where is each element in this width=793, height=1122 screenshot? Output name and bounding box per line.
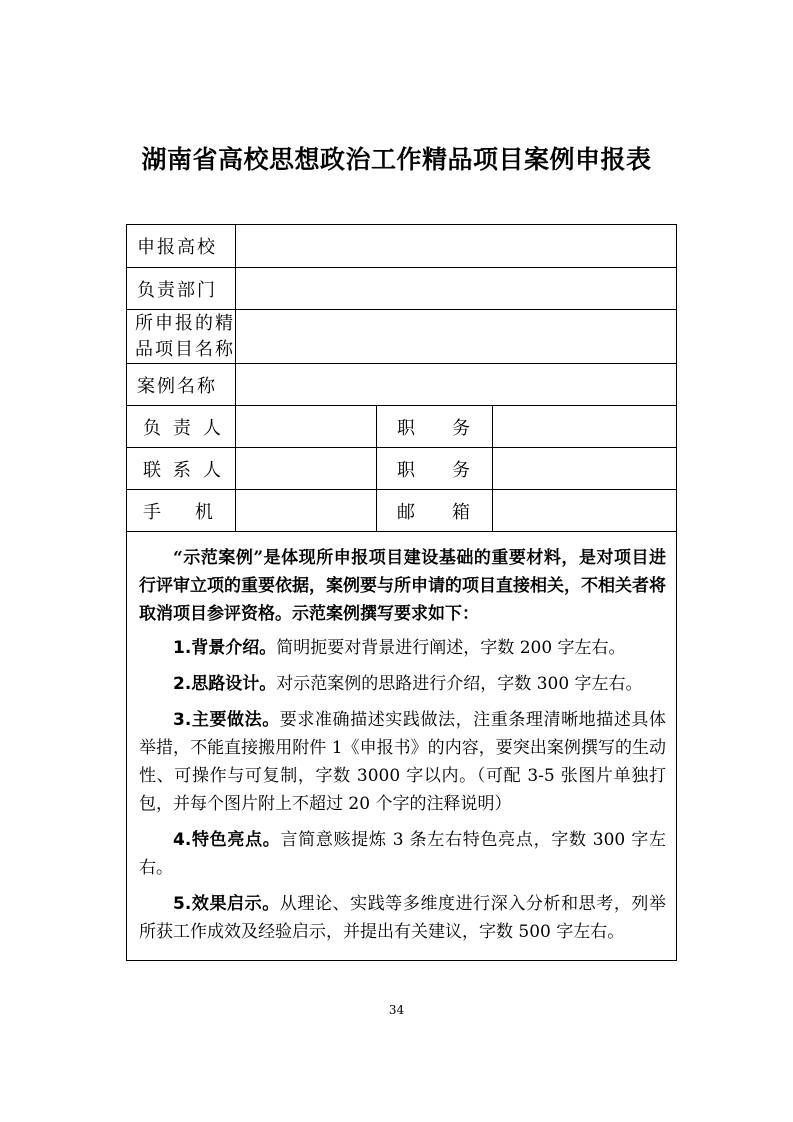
position-char: 职 bbox=[397, 417, 415, 439]
project-name-field[interactable] bbox=[236, 310, 677, 364]
row-contact bbox=[127, 448, 677, 490]
item-text: 言简意赅提炼 3 条左右特色亮点，字数 300 字左右。 bbox=[139, 830, 667, 878]
leader-position-field[interactable] bbox=[493, 406, 677, 448]
leader-label bbox=[127, 406, 236, 448]
contact-position-field[interactable] bbox=[493, 448, 677, 490]
page-title: 湖南省高校思想政治工作精品项目案例申报表 bbox=[141, 145, 652, 174]
position-label bbox=[377, 448, 493, 490]
instruction-item bbox=[139, 826, 666, 882]
email-char: 邮 bbox=[397, 501, 415, 523]
item-text: 要求准确描述实践做法，注重条理清晰地描述具体举措，不能直接搬用附件 1《申报书》的内容，要突出案例撰写的生动性、可操作与可复制，字数 3000 字以内。（可配 3-5 张图片单独打包，并每个图片附上不超过 20 个字的注释说明） bbox=[139, 710, 667, 814]
item-head: 4.特色亮点。 bbox=[173, 830, 281, 850]
contact-char: 人 bbox=[203, 459, 221, 481]
university-label: 申报高校 bbox=[127, 225, 236, 268]
department-field[interactable] bbox=[236, 268, 677, 310]
department-label: 负责部门 bbox=[127, 268, 236, 310]
application-form-table bbox=[126, 224, 677, 961]
row-case bbox=[127, 364, 677, 406]
row-instructions bbox=[127, 532, 677, 961]
page-number: 34 bbox=[388, 1003, 405, 1017]
leader-char: 负 bbox=[143, 417, 161, 439]
leader-field[interactable] bbox=[236, 406, 377, 448]
project-label-line2: 品项目名称 bbox=[135, 338, 235, 360]
email-label bbox=[377, 490, 493, 532]
case-name-label: 案例名称 bbox=[127, 364, 236, 406]
position-char: 务 bbox=[452, 417, 470, 439]
instruction-item bbox=[139, 670, 666, 698]
row-project bbox=[127, 310, 677, 364]
university-field[interactable] bbox=[236, 225, 677, 268]
item-text: 对示范案例的思路进行介绍，字数 300 字左右。 bbox=[276, 674, 643, 694]
row-university bbox=[127, 225, 677, 268]
item-head: 2.思路设计。 bbox=[173, 674, 277, 694]
position-char: 职 bbox=[397, 459, 415, 481]
contact-char: 联 bbox=[143, 459, 161, 481]
phone-field[interactable] bbox=[236, 490, 377, 532]
row-leader bbox=[127, 406, 677, 448]
project-label-line1: 所申报的精 bbox=[135, 312, 235, 334]
contact-field[interactable] bbox=[236, 448, 377, 490]
instruction-item bbox=[139, 706, 666, 818]
project-name-label bbox=[127, 310, 236, 364]
row-department bbox=[127, 268, 677, 310]
instruction-item bbox=[139, 634, 666, 662]
contact-label bbox=[127, 448, 236, 490]
instruction-item bbox=[139, 890, 666, 946]
position-label bbox=[377, 406, 493, 448]
item-head: 1.背景介绍。 bbox=[173, 638, 277, 658]
phone-char: 机 bbox=[195, 501, 213, 523]
instructions-intro: “示范案例”是体现所申报项目建设基础的重要材料，是对项目进行评审立项的重要依据，案例要与所申请的项目直接相关，不相关者将取消项目参评资格。示范案例撰写要求如下： bbox=[139, 548, 667, 624]
instructions-cell bbox=[127, 532, 677, 961]
case-name-field[interactable] bbox=[236, 364, 677, 406]
phone-label bbox=[127, 490, 236, 532]
item-head: 3.主要做法。 bbox=[173, 710, 280, 730]
leader-char: 人 bbox=[203, 417, 221, 439]
item-text: 从理论、实践等多维度进行深入分析和思考，列举所获工作成效及经验启示，并提出有关建议，字数 500 字左右。 bbox=[139, 894, 667, 942]
row-phone bbox=[127, 490, 677, 532]
item-text: 简明扼要对背景进行阐述，字数 200 字左右。 bbox=[276, 638, 626, 658]
phone-char: 手 bbox=[143, 501, 161, 523]
contact-char: 系 bbox=[173, 459, 191, 481]
email-field[interactable] bbox=[493, 490, 677, 532]
leader-char: 责 bbox=[173, 417, 191, 439]
email-char: 箱 bbox=[452, 501, 470, 523]
position-char: 务 bbox=[452, 459, 470, 481]
item-head: 5.效果启示。 bbox=[173, 894, 280, 914]
